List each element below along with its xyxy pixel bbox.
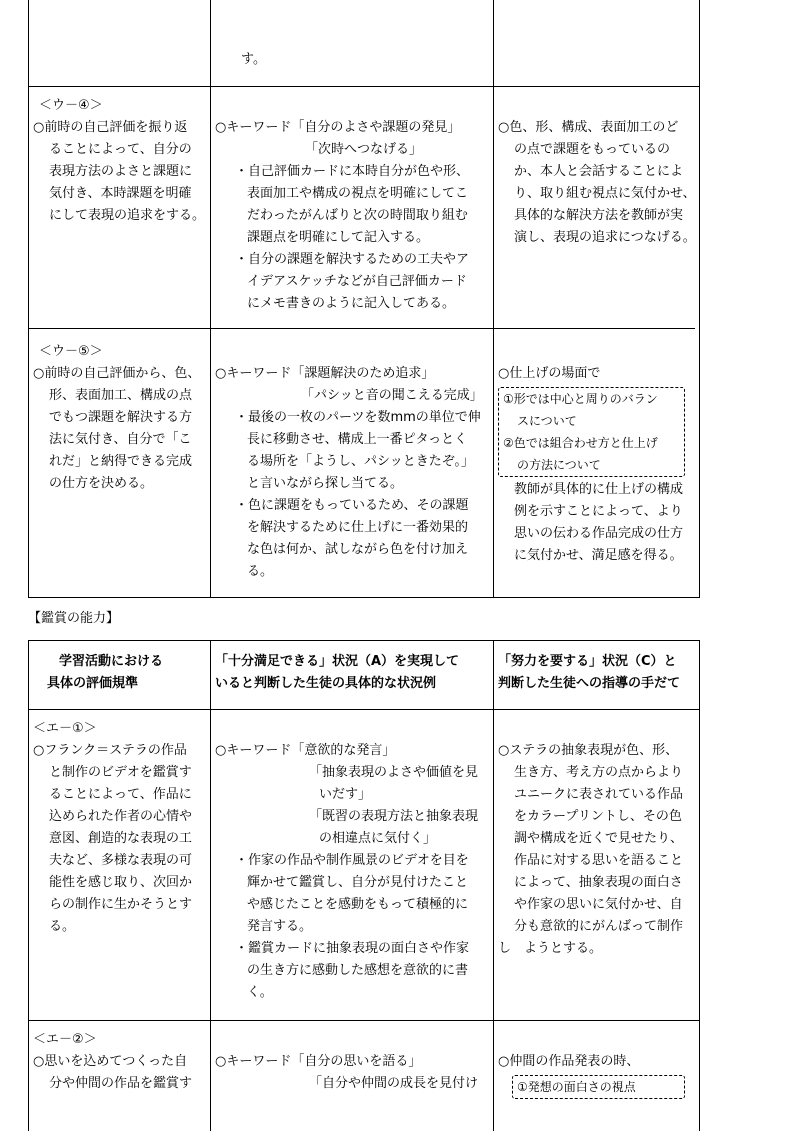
- text-line: 生き方、考え方の点からより: [514, 765, 684, 780]
- header-line: 「努力を要する」状況（C）と: [498, 654, 677, 669]
- text-line: る。: [49, 919, 76, 934]
- bullet-line: ・自己評価カードに本時自分が色や形、: [235, 164, 470, 179]
- bullet-line: る。: [247, 564, 274, 579]
- cell-criteria: [29, 1021, 211, 1131]
- text-line: 作品に対する思いを語ること: [514, 853, 684, 868]
- text-line: をカラープリントし、その色: [514, 809, 682, 824]
- cell-guidance-c: [494, 329, 697, 597]
- text-line: ○ステラの抽象表現が色、形、: [498, 743, 679, 758]
- text-line: ○前時の自己評価を振り返: [33, 120, 188, 135]
- text-line: ○思いを込めてつくった自: [33, 1054, 188, 1069]
- bullet-line: る場所を「ようし、パシッときたぞ。」: [247, 454, 474, 469]
- bullet-line: 輝かせて鑑賞し、自分が見付けたこと: [247, 875, 469, 890]
- text-line: ○前時の自己評価から、色、: [33, 366, 201, 381]
- cell-status-a: [211, 0, 494, 86]
- text-line: らの制作に生かそうとす: [49, 897, 193, 912]
- text-line: 込められた作者の心情や: [49, 809, 193, 824]
- header-line: 具体の評価規準: [47, 676, 139, 691]
- bullet-line: 表面加工や構成の視点を明確にしてこ: [247, 186, 469, 201]
- text-line: でもつ課題を解決する方: [49, 410, 193, 425]
- bullet-line: ・自分の課題を解決するための工夫やア: [235, 252, 470, 267]
- text-line: 調や構成を近くで見せたり、: [514, 831, 684, 846]
- bullet-line: ・作家の作品や制作風景のビデオを目を: [235, 853, 469, 868]
- text-line: の点で課題をもっているの: [514, 142, 671, 157]
- text-line: ユニークに表されている作品: [514, 787, 684, 802]
- bullet-line: く。: [247, 985, 273, 1000]
- text-line: ○フランク＝ステラの作品: [33, 743, 187, 758]
- text-line: 意図、創造的な表現の工: [49, 831, 193, 846]
- text-line: 表現方法のよさと課題に: [49, 164, 193, 179]
- text-line: 夫など、多様な表現の可: [49, 853, 193, 868]
- text-line: ○色、形、構成、表面加工のど: [498, 120, 679, 135]
- cell-status-a: [211, 329, 494, 597]
- table-row: [29, 0, 699, 87]
- bullet-line: や感じたことを感動をもって積極的に: [247, 897, 469, 912]
- cell-status-a: [211, 87, 494, 329]
- header-guidance-c: [494, 641, 697, 709]
- cell-criteria: [29, 0, 211, 86]
- text-line: ることによって、作品に: [49, 787, 192, 802]
- text-line: ○仕上げの場面で: [498, 366, 601, 381]
- box-line: ①発想の面白さの視点: [517, 1080, 636, 1094]
- text-line: ることによって、自分の: [49, 142, 192, 157]
- text-line: 演し、表現の追求につなげる。: [514, 230, 696, 245]
- evaluation-table-appreciation: [28, 640, 700, 1131]
- text-line: 形、表面加工、構成の点: [49, 388, 193, 403]
- keyword-line: ○キーワード「意欲的な発言」: [215, 743, 396, 758]
- table-header-row: [29, 641, 699, 710]
- keyword-line: ○キーワード「自分の思いを語る」: [215, 1054, 422, 1069]
- keyword-line: の相違点に気付く」: [319, 831, 437, 846]
- keyword-line: 「既習の表現方法と抽象表現: [309, 809, 479, 824]
- text-line: 分や仲間の作品を鑑賞す: [49, 1076, 193, 1091]
- finishing-points-box: [498, 387, 685, 477]
- text-line: れだ」と納得できる完成: [49, 454, 193, 469]
- text-line: 例を示すことによって、より: [514, 504, 683, 519]
- header-line: 学習活動における: [59, 654, 164, 669]
- evaluation-table-expression: [28, 0, 700, 598]
- box-line: の方法について: [517, 458, 601, 472]
- header-line: いると判断した生徒の具体的な状況例: [215, 676, 437, 691]
- text-line: す。: [241, 52, 266, 67]
- keyword-line: ○キーワード「課題解決のため追求」: [215, 366, 435, 381]
- cell-guidance-c: [494, 87, 697, 329]
- table-row: [29, 329, 699, 598]
- bullet-line: だわったがんばりと次の時間取り組む: [247, 208, 468, 223]
- table-row: [29, 710, 699, 1021]
- text-line: 気付き、本時課題を明確: [49, 186, 192, 201]
- text-line: にして表現の追求をする。: [49, 208, 206, 223]
- keyword-line: 「次時へつなげる」: [305, 142, 423, 157]
- bullet-line: 長に移動させ、構成上一番ピタっとく: [247, 432, 468, 447]
- box-line: スについて: [517, 414, 577, 428]
- cell-status-a: [211, 710, 494, 1020]
- text-line: り、取り組む視点に気付かせ、: [514, 186, 696, 201]
- table-row: [29, 1021, 699, 1131]
- box-line: ①形では中心と周りのバラン: [503, 392, 658, 406]
- text-line: 具体的な解決方法を教師が実: [514, 208, 684, 223]
- text-line: か、本人と会話することによ: [514, 164, 684, 179]
- keyword-line: ○キーワード「自分のよさや課題の発見」: [215, 120, 461, 135]
- cell-criteria: [29, 710, 211, 1020]
- cell-status-a: [211, 1021, 494, 1131]
- box-line: ②色では組合わせ方と仕上げ: [503, 436, 658, 450]
- bullet-line: ・最後の一枚のパーツを数mmの単位で伸: [235, 410, 481, 425]
- bullet-line: 課題点を明確にして記入する。: [247, 230, 430, 245]
- text-line: 法に気付き、自分で「こ: [49, 432, 192, 447]
- cell-guidance-c: [494, 1021, 697, 1131]
- text-line: の仕方を決める。: [49, 476, 154, 491]
- header-status-a: [211, 641, 494, 709]
- bullet-line: を解決するために仕上げに一番効果的: [247, 520, 469, 535]
- bullet-line: な色は何か、試しながら色を付け加え: [247, 542, 469, 557]
- text-line: や作家の思いに気付かせ、自: [514, 897, 683, 912]
- row-code: ＜エ－①＞: [33, 721, 97, 736]
- bullet-line: イデアスケッチなどが自己評価カード: [247, 274, 467, 289]
- row-code: ＜エ－②＞: [33, 1032, 97, 1047]
- cell-guidance-c: [494, 0, 697, 86]
- text-line: に気付かせ、満足感を得る。: [514, 548, 683, 563]
- keyword-line: 「抽象表現のよさや価値を見: [309, 765, 479, 780]
- bullet-line: ・鑑賞カードに抽象表現の面白さや作家: [235, 941, 470, 956]
- row-code: ＜ウ－⑤＞: [39, 344, 103, 359]
- header-line: 「十分満足できる」状況（A）を実現して: [215, 654, 460, 669]
- header-line: 判断した生徒への指導の手だて: [498, 676, 681, 691]
- text-line: し ようとする。: [498, 941, 603, 956]
- bullet-line: ・色に課題をもっているため、その課題: [235, 498, 469, 513]
- cell-criteria: [29, 329, 211, 597]
- keyword-line: 「パシッと音の聞こえる完成」: [301, 388, 483, 403]
- text-line: と制作のビデオを鑑賞す: [49, 765, 192, 780]
- text-line: ○仲間の作品発表の時、: [498, 1054, 640, 1069]
- header-criteria: [29, 641, 211, 709]
- viewpoint-box: [512, 1075, 685, 1099]
- table-row: [29, 87, 699, 329]
- text-line: 教師が具体的に仕上げの構成: [514, 482, 684, 497]
- row-code: ＜ウ－④＞: [39, 98, 103, 113]
- keyword-line: いだす」: [319, 787, 372, 802]
- cell-guidance-c: [494, 710, 697, 1020]
- bullet-line: にメモ書きのように記入してある。: [247, 296, 456, 311]
- text-line: 思いの伝わる作品完成の仕方: [514, 526, 684, 541]
- text-line: によって、抽象表現の面白さ: [514, 875, 683, 890]
- text-line: 能性を感じ取り、次回か: [49, 875, 193, 890]
- section-title: 【鑑賞の能力】: [28, 611, 120, 626]
- bullet-line: と言いながら探し当てる。: [247, 476, 404, 491]
- cell-criteria: [29, 87, 211, 329]
- text-line: 分も意欲的にがんばって制作: [514, 919, 684, 934]
- bullet-line: の生き方に感動した感想を意欲的に書: [247, 963, 469, 978]
- keyword-line: 「自分や仲間の成長を見付け: [309, 1076, 479, 1091]
- bullet-line: 発言する。: [247, 919, 313, 934]
